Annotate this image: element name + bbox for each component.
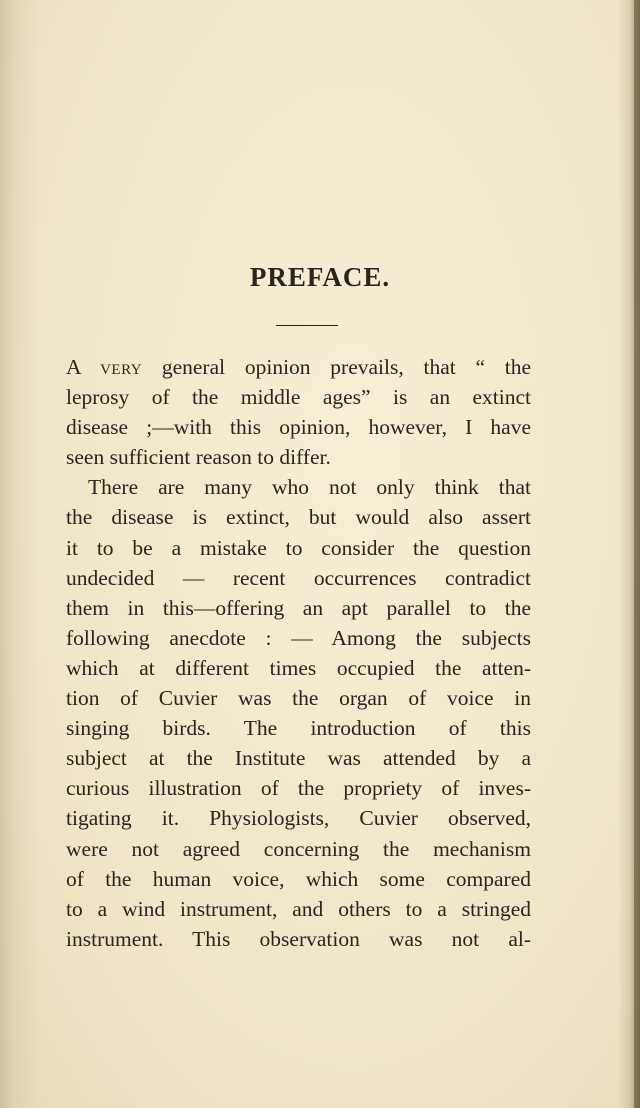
text-line: following anecdote : — Among the subjects bbox=[66, 625, 531, 650]
text-line: There are many who not only think that bbox=[88, 475, 531, 500]
text-line: A very general opinion prevails, that “ the bbox=[66, 355, 531, 379]
page-edge-shadow bbox=[634, 0, 640, 1108]
text-line: singing birds. The introduction of this bbox=[66, 716, 531, 741]
text-line: the disease is extinct, but would also assert bbox=[66, 505, 531, 530]
text-line: which at different times occupied the atten- bbox=[66, 655, 531, 680]
text-line: subject at the Institute was attended by a bbox=[66, 746, 531, 771]
text-line: curious illustration of the propriety of inves- bbox=[66, 776, 531, 801]
text-line: of the human voice, which some compared bbox=[66, 866, 531, 891]
text-line: to a wind instrument, and others to a stringed bbox=[66, 896, 531, 921]
preface-body bbox=[66, 352, 531, 954]
page-title: PREFACE. bbox=[249, 262, 391, 292]
text-line: tion of Cuvier was the organ of voice in bbox=[66, 686, 531, 711]
text-line: seen sufficient reason to differ. bbox=[66, 445, 331, 470]
text-line: it to be a mistake to consider the question bbox=[66, 535, 531, 560]
text-line: instrument. This observation was not al- bbox=[66, 926, 531, 951]
text-line: leprosy of the middle ages” is an extinct bbox=[66, 385, 531, 410]
text-line: tigating it. Physiologists, Cuvier observed, bbox=[66, 806, 531, 831]
text-line: were not agreed concerning the mechanism bbox=[66, 836, 531, 861]
text-line: disease ;—with this opinion, however, I have bbox=[66, 415, 531, 440]
text-line: undecided — recent occurrences contradict bbox=[66, 565, 531, 590]
text-line: them in this—offering an apt parallel to the bbox=[66, 595, 531, 620]
title-rule bbox=[276, 325, 338, 326]
